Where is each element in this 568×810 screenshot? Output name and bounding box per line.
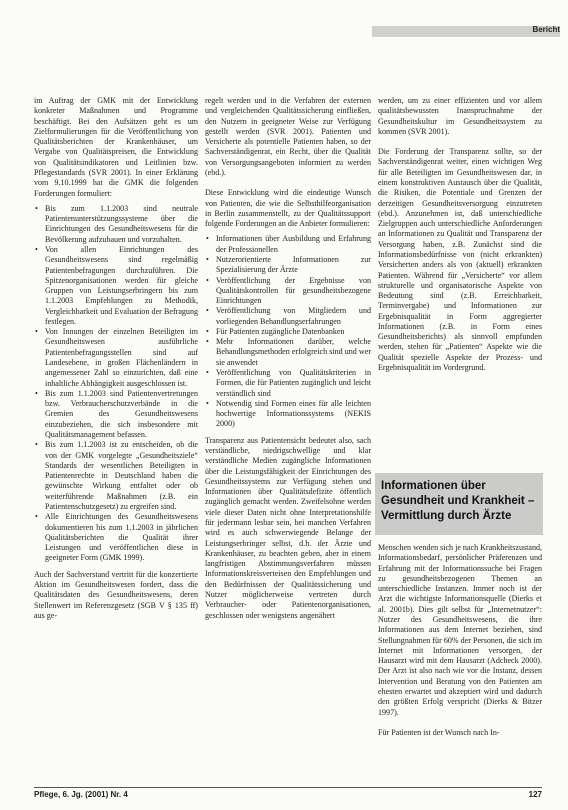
paragraph: Transparenz aus Patientensicht bedeutet also, sach verständliche, niedrigschwellige und klar verständliche Medien zugängliche Informationen über die Leistungsfähigkeit der Einrichtungen des Gesundheitssystems zur Verfügung stehen und Informationen über Qualitätsdefizite öffentlich zugänglich gemacht werden. Zweifelsohne werden viele dieser Daten nicht ohne Interpretationshilfe für jedermann lesbar sein, bei manchen Verfahren wird es auch schwerwiegende Belange der Leistungserbringer selbst, d.h. der Ärzte und Krankenhäuser, zu beachten geben, aber in einem langfristigen Abstimmungsverfahren müssen Informationskreisverteisen den Empfehlungen und den Bedürfnissen der Qualitätssicherung und Nutzer möglicherweise vertreten durch Verbraucher- oder Patientenorganisationen, geschlossen oder wenigstens angenähert <box>205 435 371 620</box>
paragraph: regelt werden und in die Verfahren der externen und vergleichenden Qualitätssicherung einfließen, den Nutzern in geeigneter Weise zur Verfügung gestellt werden (SVR 2001). Patienten und Versicherte als potentielle Patienten haben, so der Sachverständigenrat, ein Recht, über die Qualität von Versorgungsangeboten informiert zu werden (ebd.). <box>205 96 371 177</box>
list-item: • Bis zum 1.1.2003 sind Patientenvertretungen bzw. Verbraucherschutzverbände in die Gremien des Gesundheitswesens einzubeziehen, die sich insbesondere mit Qualitätsmanagement befassen. <box>34 389 198 440</box>
list-item: • Mehr Informationen darüber, welche Behandlungsmethoden erfolgreich sind und wer sie anwendet <box>205 337 371 368</box>
list-item: • Von allen Einrichtungen des Gesundheitswesens sind regelmäßig Patientenbefragungen durchzuführen. Die Spitzenorganisationen werden für gleiche Gruppen von Leistungserbringern bis zum 1.1.2003 Empfehlungen zu Methodik, Vergleichbarkeit und Evaluation der Befragung festlegen. <box>34 245 198 327</box>
list-item: • Alle Einrichtungen des Gesundheitswesens dokumentieren bis zum 1.1.2003 in jährlichen Qualitätsberichten die Qualität ihrer Leistungen und veröffentlichen diese in geeigneter Form (GMK 1999). <box>34 512 198 563</box>
paragraph: Diese Entwicklung wird die eindeutige Wunsch von Patienten, die wie die Selbsthilfeorganisation in Berlin zusammenstellt, zu der Qualitätssupport folgende Forderungen an die Anbieter formulieren: <box>205 188 371 229</box>
list-item: • Veröffentlichung von Qualitätskriterien in Formen, die für Patienten zugänglich und leicht verständlich sind <box>205 368 371 399</box>
column-1 <box>34 96 198 621</box>
paragraph: im Auftrag der GMK mit der Entwicklung konkreter Maßnahmen und Programme beschäftigt. Bei den Aufsätzen geht es um Zielformulierungen für die Veröffentlichung von Qualitätsberichten der Krankenhäuser, um Vergabe von Qualitätspreisen, die Entwicklung von Qualitätsindikatoren und Leitlinien bzw. Pflegestandards (SVR 2001). In einer Erklärung vom 9.10.1999 hat die GMK die folgenden Forderungen formuliert: <box>34 96 198 198</box>
list-item: • Veröffentlichung von Mitgliedern und vorliegenden Behandlungserfahrungen <box>205 306 371 327</box>
bullet-list <box>34 204 198 564</box>
list-item: • Von Innungen der einzelnen Beteiligten im Gesundheitswesen ausführliche Patientenbefragungsstellen sind auf Landesebene, in großen Flächenländern in angemessener Zahl so einzurichten, daß eine inhaltliche Abhängigkeit ausgeschlossen ist. <box>34 327 198 389</box>
column-3-continued <box>378 543 542 738</box>
list-item: • Veröffentlichung der Ergebnisse von Qualitätskontrollen für gesundheitsbezogene Einrichtungen <box>205 276 371 307</box>
list-item: • Nutzerorientierte Informationen zur Spezialisierung der Ärzte <box>205 255 371 276</box>
column-2 <box>205 96 371 621</box>
paragraph: Für Patienten ist der Wunsch nach In- <box>378 727 500 737</box>
section-heading-box <box>375 473 543 535</box>
page-number: 127 <box>528 790 542 799</box>
paragraph: Die Forderung der Transparenz sollte, so der Sachverständigenrat weiter, einen wichtigen Weg für alle Beteiligten im Gesundheitswesen dar, in einem konstruktiven Austausch über die Qualität, die Risiken, die Potentiale und Grenzen der derzeitigen Gesundheitsversorgung einzutreten (ebd.). Anzunehmen ist, daß unterschiedliche Zielgruppen auch unterschiedliche Anforderungen an Informationen zu Qualität und Transparenz der Versorgung haben, z.B. Zunächst sind die Informationsbedürfnisse von (nicht erkrankten) Versicherten anders als von (aktuell) erkrankten Patienten. Während für „Versicherte“ vor allem strukturelle und organisatorische Aspekte von Bedeutung sind (z.B. Erreichbarkeit, Terminvergabe) und Informationen zur Ergebnisqualität in Form aggregierter Informationen (z.B. in Form eines Gesundheitsberichts) als sinnvoll empfunden werden, stehen für „Patienten“ Aspekte wie die Qualität spezielle Aspekte der Prozess- und Ergebnisqualität im Vordergrund. <box>378 147 542 373</box>
list-item: • Informationen über Ausbildung und Erfahrung der Professionellen <box>205 234 371 255</box>
bullet-list <box>205 234 371 429</box>
journal-citation: Pflege, 6. Jg. (2001) Nr. 4 <box>34 790 128 799</box>
paragraph: Auch der Sachverstand vertritt für die konzertierte Aktion im Gesundheitswesen fordert, dass die Qualitätsdaten des Gesundheitswesens, deren Stellenwert im Referenzgesetz (SGB V § 135 ff) aus ge- <box>34 569 198 620</box>
section-heading: Informationen über Gesundheit und Krankheit – Vermittlung durch Ärzte <box>381 480 535 522</box>
column-3 <box>378 96 542 373</box>
list-item: • Notwendig sind Formen eines für alle leichten hochwertige Informationssystems (NEKIS 2000) <box>205 399 371 430</box>
paragraph: Menschen wenden sich je nach Krankheitszustand, Informationsbedarf, persönlicher Präferenzen und Erfahrung mit der Informationssuche bei Fragen zu gesundheitsbezogenen Themen an unterschiedliche Instanzen. Immer noch ist der Arzt die wichtigste Informationsquelle (Dierks et al. 2001b). Dies gilt selbst für „Internetnutzer“: Nutzer des Gesundheitswesens, die ihre Informationen aus dem Internet beziehen, sind Stellungnahmen für 60% der Personen, die sich im Internet mit Informationen versorgen, der Hausarzt wird mit dem Hausarzt (Adcheck 2000). Der Arzt ist also nach wie vor die Instanz, dessen Intervention und Beratung von den Patienten am ehesten erwartet und akzeptiert wird und dadurch den größten Erfolg verspricht (Dierks & Bitzer 1997). <box>378 543 543 717</box>
list-item: • Für Patienten zugängliche Datenbanken <box>205 327 371 337</box>
list-item: • Bis zum 1.1.2003 ist zu entscheiden, ob die von der GMK vorgelegte „Gesundheitsziele“ Standards der wesentlichen Beteiligten in Patientenrechte in Deutschland haben die gewünschte Wirkung entfaltet oder ob weiterführende Maßnahmen (z.B. ein Patientenschutzgesetz) zu ergreifen sind. <box>34 440 198 512</box>
footer-rule <box>34 787 542 788</box>
list-item: • Bis zum 1.1.2003 sind neutrale Patientenunterstützungssysteme über die Einrichtungen des Gesundheitswesens für die Bevölkerung aufzubauen und vorzuhalten. <box>34 204 198 245</box>
paragraph: werden, um zu einer effizienten und vor allem qualitätsbewussten Inanspruchnahme der Gesundheitskultur im Gesundheitssystem zu kommen (SVR 2001). <box>378 96 542 136</box>
section-label: Bericht <box>532 25 560 34</box>
